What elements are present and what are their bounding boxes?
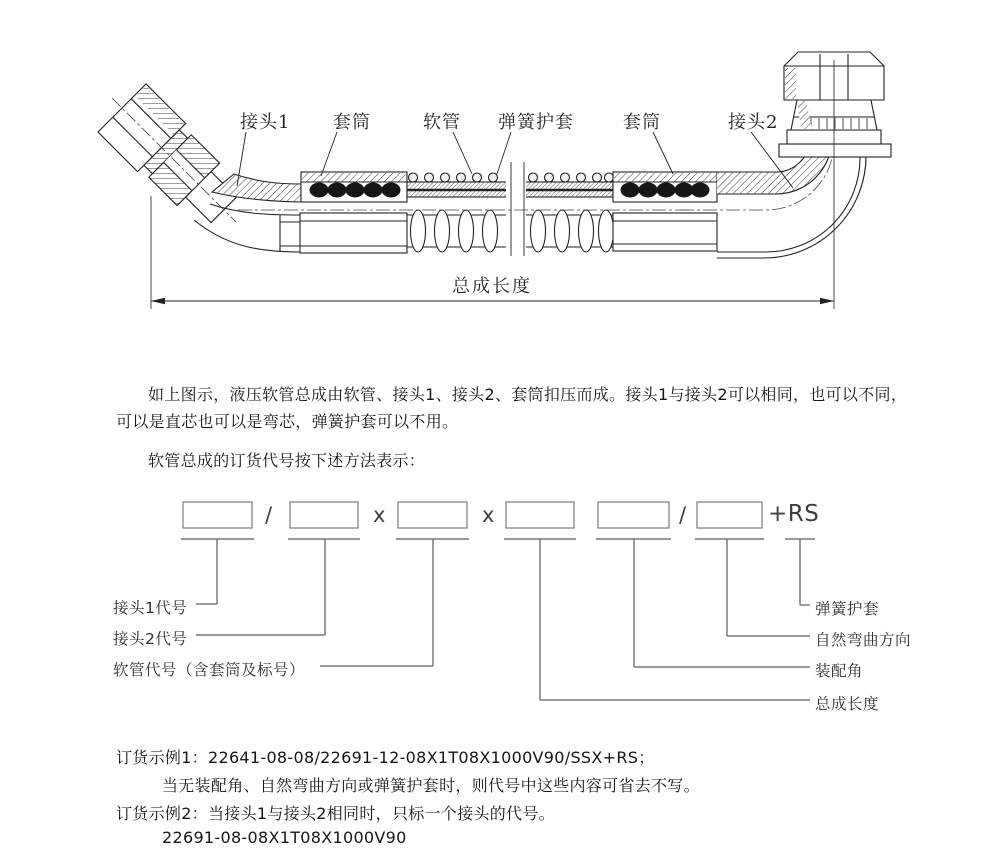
code-suffix-rs: +RS [768, 501, 820, 527]
example1-label: 订货示例1： [116, 748, 208, 767]
code-label-joint1-code: 接头1代号 [113, 599, 188, 617]
code-label-assembly-length: 总成长度 [815, 695, 880, 713]
order-code-diagram [0, 495, 993, 720]
code-label-joint2-code: 接头2代号 [113, 630, 188, 648]
sleeve-left-section [301, 172, 407, 202]
example1-note: 当无装配角、自然弯曲方向或弹簧护套时，则代号中这些内容可省去不写。 [162, 776, 700, 795]
figure-label-hose: 软管 [423, 112, 461, 133]
code-separator-x1: x [373, 503, 386, 527]
figure-label-sleeve-left: 套筒 [333, 112, 371, 133]
sleeve-right-section [613, 172, 717, 202]
code-label-bend-direction: 自然弯曲方向 [815, 631, 912, 649]
description-paragraph: 如上图示，液压软管总成由软管、接头1、接头2、套筒扣压而成。接头1与接头2可以相同，也可以不同，可以是直芯也可以是弯芯，弹簧护套可以不用。 [116, 385, 908, 431]
code-label-spring-guard: 弹簧护套 [815, 600, 880, 618]
code-label-hose-code: 软管代号（含套筒及标号） [113, 661, 306, 679]
figure-dimension-label: 总成长度 [452, 276, 532, 297]
code-box-hose [398, 502, 467, 528]
code-label-assembly-angle: 装配角 [815, 662, 864, 680]
example1-code: 22641-08-08/22691-12-08X1T08X1000V90/SSX+RS； [207, 748, 655, 767]
code-box-angle [598, 502, 669, 528]
joint1-bend-outline-lower [194, 220, 300, 252]
example2-label: 订货示例2： [116, 804, 208, 823]
sleeve-right-exterior [613, 213, 717, 251]
figure-label-sleeve-right: 套筒 [623, 112, 661, 133]
code-box-joint1 [183, 502, 252, 528]
code-box-length [506, 502, 574, 528]
code-intro-line: 软管总成的订货代号按下述方法表示： [148, 451, 426, 470]
dimension-arrow-right [820, 298, 834, 304]
figure-label-spring-guard: 弹簧护套 [498, 112, 574, 133]
example2-code: 22691-08-08X1T08X1000V90 [162, 828, 407, 847]
figure-label-joint2: 接头2 [728, 112, 779, 133]
code-separator-slash1: / [265, 503, 273, 527]
assembly-figure [0, 0, 993, 345]
dimension-arrow-left [151, 298, 165, 304]
pipe-break [506, 156, 526, 260]
example1-line [116, 745, 655, 768]
example2-line [116, 801, 555, 824]
code-box-joint2 [290, 502, 358, 528]
code-separator-slash2: / [679, 503, 687, 527]
sleeve-left-exterior [300, 213, 407, 253]
code-box-bend [697, 502, 762, 528]
example2-text: 当接头1与接头2相同时，只标一个接头的代号。 [207, 804, 555, 823]
figure-label-joint1: 接头1 [240, 112, 291, 133]
code-separator-x2: x [482, 503, 495, 527]
